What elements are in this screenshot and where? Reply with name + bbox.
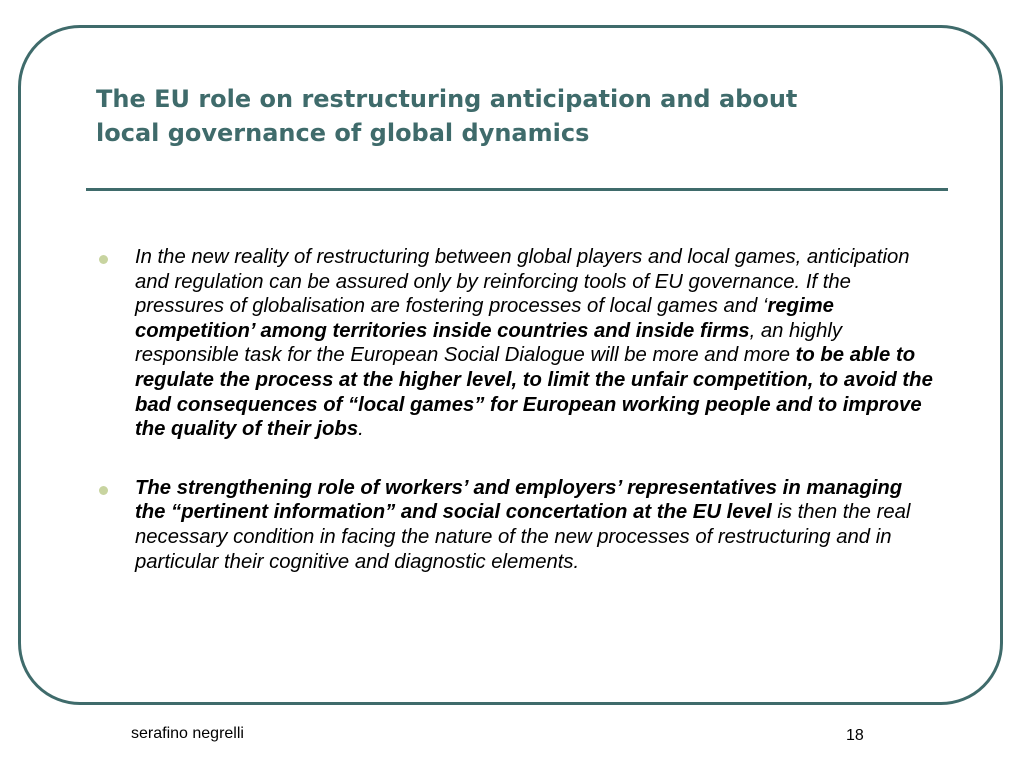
bullet-dot-icon <box>99 255 108 264</box>
footer-author: serafino negrelli <box>131 725 244 742</box>
bullet-item-1 <box>96 245 936 442</box>
bullet-dot-icon <box>99 486 108 495</box>
bullet-list <box>96 245 936 574</box>
bullet-1-segment-3: , an highly responsible task for the European Social Dialogue will be more and more <box>135 319 843 367</box>
title-divider <box>86 188 948 191</box>
slide-title <box>96 82 956 150</box>
title-line-2: local governance of global dynamics <box>96 119 590 147</box>
bullet-2-segment-1: The strengthening role of workers’ and employers’ representatives in managing the “pertinent information” and social concertation at the EU level <box>135 476 903 524</box>
bullet-1-segment-1: In the new reality of restructuring between global players and local games, anticipation and regulation can be assured only by reinforcing tools of EU governance. If the pressures of globalisation are fostering processes of local games and ‘ <box>135 246 910 318</box>
bullet-2-segment-2: is then the real necessary condition in facing the nature of the new processes of restructuring and in particular their cognitive and diagnostic elements. <box>135 501 911 573</box>
page-number: 18 <box>846 727 864 744</box>
bullet-1-segment-4: to be able to regulate the process at the higher level, to limit the unfair competition, to avoid the bad consequences of “local games” for European working people and to improve the quality of their jobs <box>135 344 933 441</box>
bullet-1-segment-5: . <box>358 418 364 441</box>
title-line-1: The EU role on restructuring anticipation and about <box>96 85 798 113</box>
bullet-1-segment-2: regime competition’ among territories inside countries and inside firms <box>135 295 834 342</box>
bullet-item-2 <box>96 476 936 574</box>
